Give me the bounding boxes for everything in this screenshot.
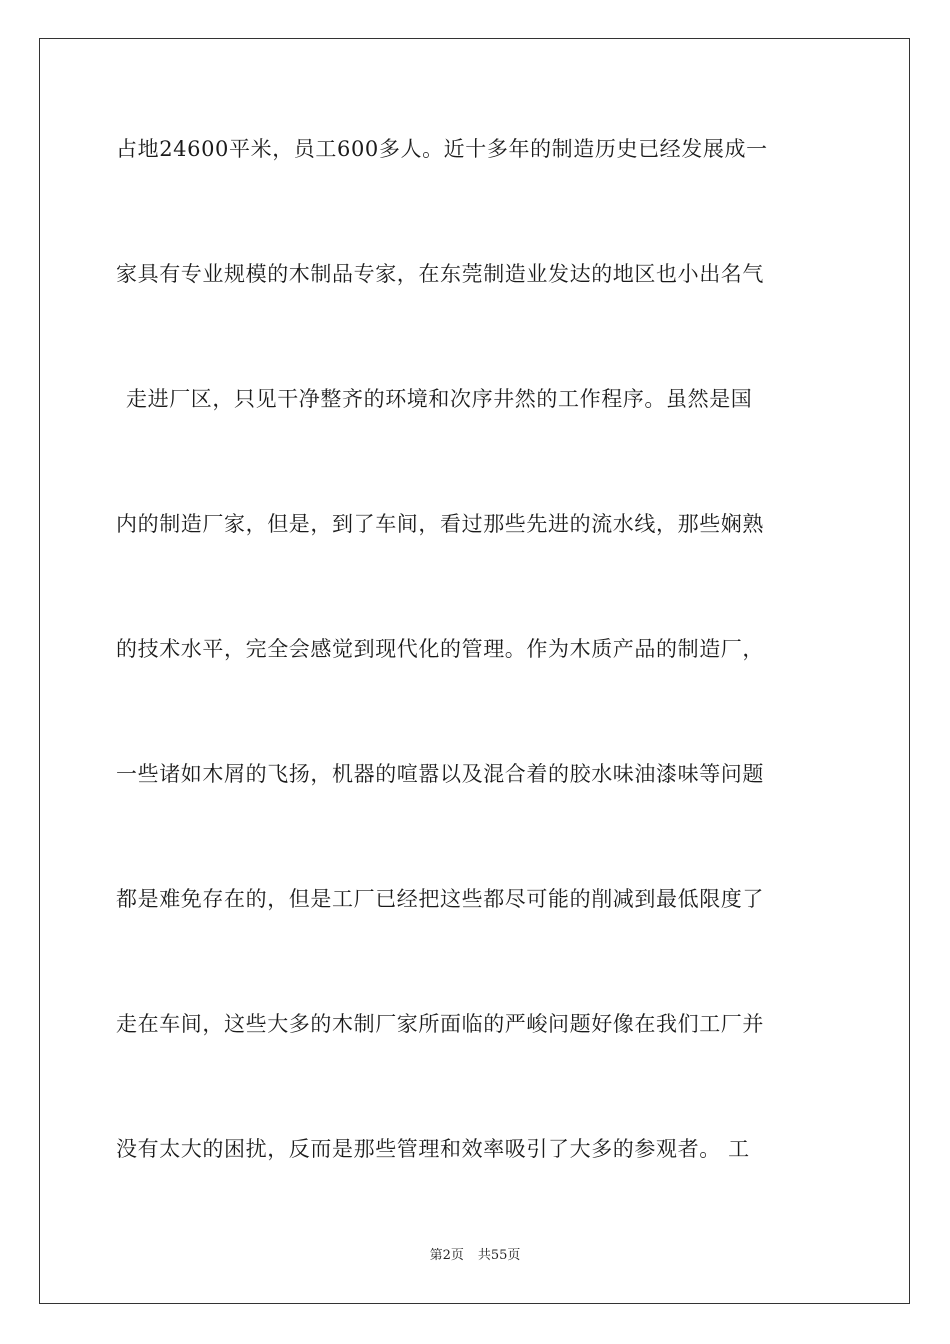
page-footer [0, 1247, 950, 1265]
text-line: 占地24600平米，员工600多人。近十多年的制造历史已经发展成一 [116, 137, 768, 161]
text-line: 的技术水平，完全会感觉到现代化的管理。作为木质产品的制造厂， [116, 637, 764, 661]
text-line: 没有太大的困扰，反而是那些管理和效率吸引了大多的参观者。 工 [116, 1137, 750, 1161]
text-line: 都是难免存在的，但是工厂已经把这些都尽可能的削减到最低限度了 [116, 887, 764, 911]
page-number: 第2页 [429, 1248, 464, 1263]
page-border [39, 38, 910, 1304]
page-total: 共55页 [477, 1248, 521, 1263]
text-line: 内的制造厂家，但是，到了车间，看过那些先进的流水线，那些娴熟 [116, 512, 764, 536]
text-line: 一些诸如木屑的飞扬，机器的喧嚣以及混合着的胶水味油漆味等问题 [116, 762, 764, 786]
text-line: 家具有专业规模的木制品专家，在东莞制造业发达的地区也小出名气 [116, 262, 764, 286]
text-line: 走在车间，这些大多的木制厂家所面临的严峻问题好像在我们工厂并 [116, 1012, 764, 1036]
text-line: 走进厂区，只见干净整齐的环境和次序井然的工作程序。虽然是国 [126, 387, 753, 411]
